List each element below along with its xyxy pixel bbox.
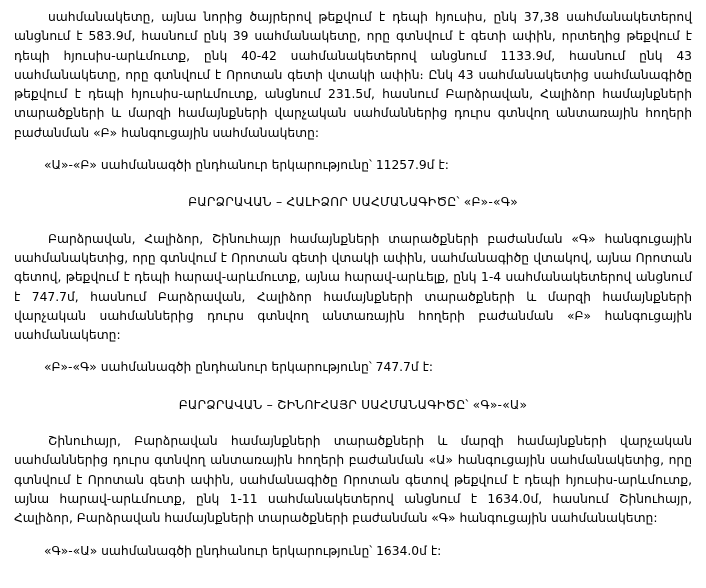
segment-length-summary-ga: «Գ»-«Ա» սահմանագծի ընդհանուր երկարությունը՝ 1634.0մ է: [44, 543, 442, 558]
section-heading-bardzravan-halidzor: ԲԱՐՁՐԱՎԱՆ – ՀԱԼԻՁՈՐ ՍԱՀՄԱՆԱԳԻԾԸ՝ «Բ»-«Գ» [188, 195, 518, 210]
segment-length-summary-bg: «Բ»-«Գ» սահմանագծի ընդհանուր երկարությունը՝ 747.7մ է: [44, 360, 434, 375]
segment-length-summary-ab: «Ա»-«Բ» սահմանագծի ընդհանուր երկարությունը՝ 11257.9մ է: [44, 158, 449, 173]
paragraph-bardzravan-shinuhayr: Շինուհայր, Բարձրավան համայնքների տարածքների և մարզի համայնքների վարչական սահմաններից դուրս գտնվող անտառային հողերի բաժանման «Ա» հանգուցային սահմանակետից, որը գտնվում է Որոտան գետի ափին, սահմանագիծը Որոտան գետով թեքվում է դեպի հյուսիս-արևմուտք, այնա հարավ-արևմուտք, ընկ 1-11 սահմանակետերով անցնում է 1634.0մ, հասնում Շինուհայր, Հալիձոր, Բարձրավան համայնքների տարածքների բաժանման «Գ» հանգուցային սահմանակետը: [14, 434, 692, 526]
spacer [14, 415, 692, 432]
spacer [14, 213, 692, 230]
paragraph-bardzravan-halidzor: Բարձրավան, Հալիձոր, Շինուհայր համայնքների տարածքների բաժանման «Գ» հանգուցային սահմանակետից, որը գտնվում է Որոտան գետի վտակի ափին, սահմանագիծը վտակով, այնա Որոտան գետով, թեքվում է դեպի հարավ-արևմուտք, այնա հարավ-արևելք, ընկ 1-4 սահմանակետերով անցնում է 747.7մ, հասնում Բարձրավան, Հալիձոր համայնքների տարածքների և մարզի համայնքների վարչական սահմաններից դուրս գտնվող անտառային հողերի բաժանման «Բ» հանգուցային սահմանակետը: [14, 231, 692, 343]
section-heading-bardzravan-shinuhayr: ԲԱՐՁՐԱՎԱՆ – ՇԻՆՈՒՀԱՅՐ ՍԱՀՄԱՆԱԳԻԾԸ՝ «Գ»-«Ա» [178, 397, 528, 412]
paragraph-continuation: սահմանակետը, այնա նորից ծայրերով թեքվում է դեպի հյուսիս, ընկ 37,38 սահմանակետերով անցնում է 583.9մ, հասնում ընկ 39 սահմանակետը, որը գտնվում է գետի ափին, որտեղից թեքվում է դեպի հյուսիս-արևմուտք, ընկ 40-42 սահմանակետերով անցնում 1133.9մ, հասնում ընկ 43 սահմանակետը, որը գտնվում է Որոտան գետի վտակի ափին։ Ընկ 43 սահմանակետից սահմանագիծը թեքվում է դեպի հյուսիս-արևմուտք, անցնում 231.5մ, հասնում Բարձրավան, Հալիձոր համայնքների տարածքների և մարզի համայնքների վարչական սահմաններից դուրս գտնվող անտառային հողերի բաժանման «Բ» հանգուցային սահմանակետը: [14, 10, 692, 140]
